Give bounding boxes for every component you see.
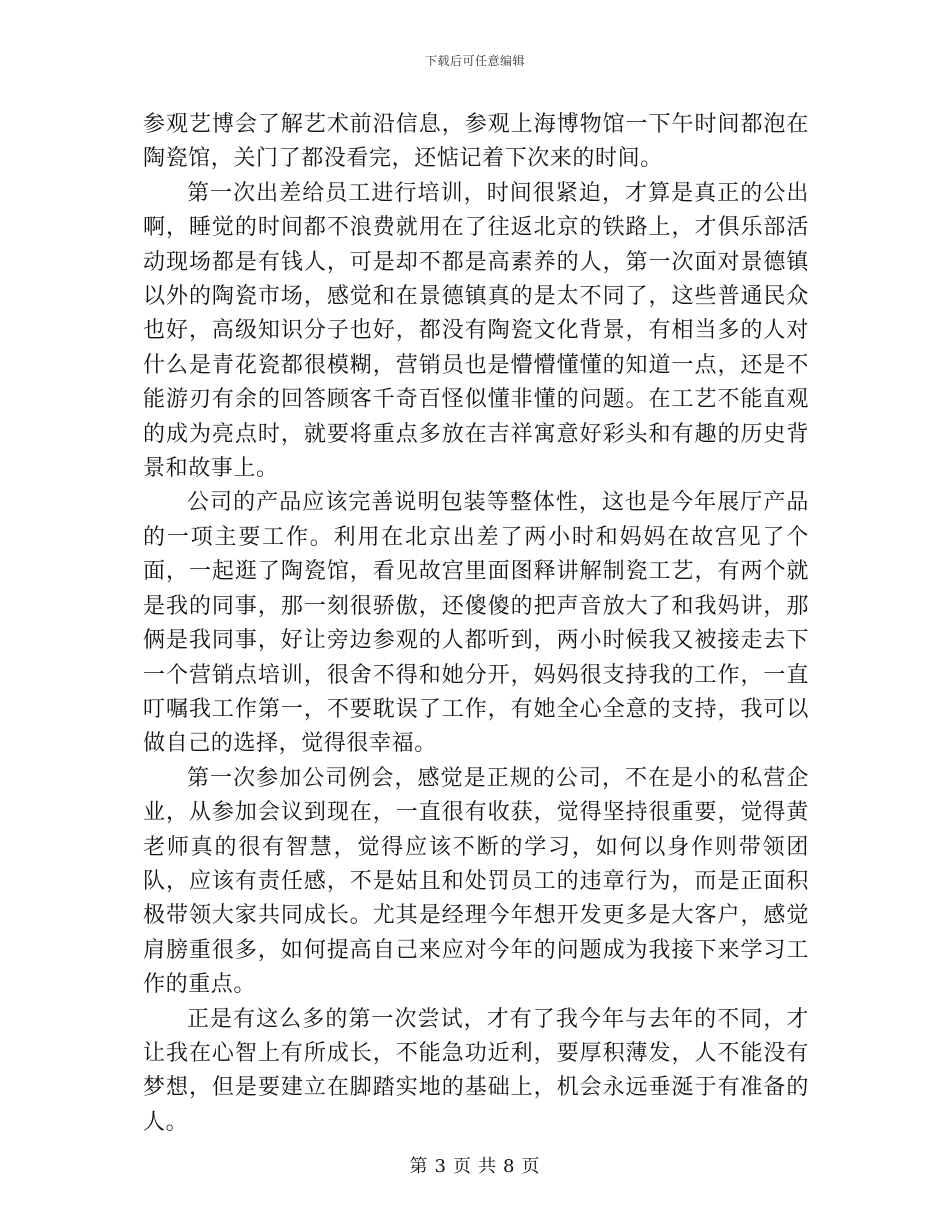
footer-suffix: 页: [521, 1156, 541, 1177]
paragraph-5: 正是有这么多的第一次尝试，才有了我今年与去年的不同，才让我在心智上有所成长，不能急功近利，要厚积薄发，人不能没有梦想，但是要建立在脚踏实地的基础上，机会永远垂涎于有准备的人。: [143, 1006, 809, 1135]
paragraph-4: 第一次参加公司例会，感觉是正规的公司，不在是小的私营企业，从参加会议到现在，一直很有收获，觉得坚持很重要，觉得黄老师真的很有智慧，觉得应该不断的学习，如何以身作则带领团队，应该有责任感，不是姑且和处罚员工的违章行为，而是正面积极带领大家共同成长。尤其是经理今年想开发更多是大客户，感觉肩膀重很多，如何提高自己来应对今年的问题成为我接下来学习工作的重点。: [143, 765, 809, 998]
page-header: 下载后可任意编辑: [424, 54, 525, 68]
paragraph-2: 第一次出差给员工进行培训，时间很紧迫，才算是真正的公出啊，睡觉的时间都不浪费就用在了往返北京的铁路上，才俱乐部活动现场都是有钱人，可是却不都是高素养的人，第一次面对景德镇以外的陶瓷市场，感觉和在景德镇真的是太不同了，这些普通民众也好，高级知识分子也好，都没有陶瓷文化背景，有相当多的人对什么是青花瓷都很模糊，营销员也是懵懵懂懂的知道一点，还是不能游刃有余的回答顾客千奇百怪似懂非懂的问题。在工艺不能直观的成为亮点时，就要将重点多放在吉祥寓意好彩头和有趣的历史背景和故事上。: [143, 180, 809, 482]
footer-page-word: 页: [453, 1156, 472, 1177]
footer-prefix: 第: [409, 1156, 429, 1177]
paragraph-1: 参观艺博会了解艺术前沿信息，参观上海博物馆一下午时间都泡在陶瓷馆，关门了都没看完，还惦记着下次来的时间。: [143, 112, 809, 172]
page-number-footer: [0, 1152, 950, 1178]
current-page-number: 3: [434, 1156, 447, 1177]
paragraph-3: 公司的产品应该完善说明包装等整体性，这也是今年展厅产品的一项主要工作。利用在北京出差了两小时和妈妈在故宫见了个面，一起逛了陶瓷馆，看见故宫里面图释讲解制瓷工艺，有两个就是我的同事，那一刻很骄傲，还傻傻的把声音放大了和我妈讲，那俩是我同事，好让旁边参观的人都听到，两小时候我又被接走去下一个营销点培训，很舍不得和她分开，妈妈很支持我的工作，一直叮嘱我工作第一，不要耽误了工作，有她全心全意的支持，我可以做自己的选择，觉得很幸福。: [143, 490, 809, 757]
total-page-count: 8: [503, 1156, 516, 1177]
footer-total-word: 共: [478, 1156, 497, 1177]
document-body: [143, 108, 809, 1140]
